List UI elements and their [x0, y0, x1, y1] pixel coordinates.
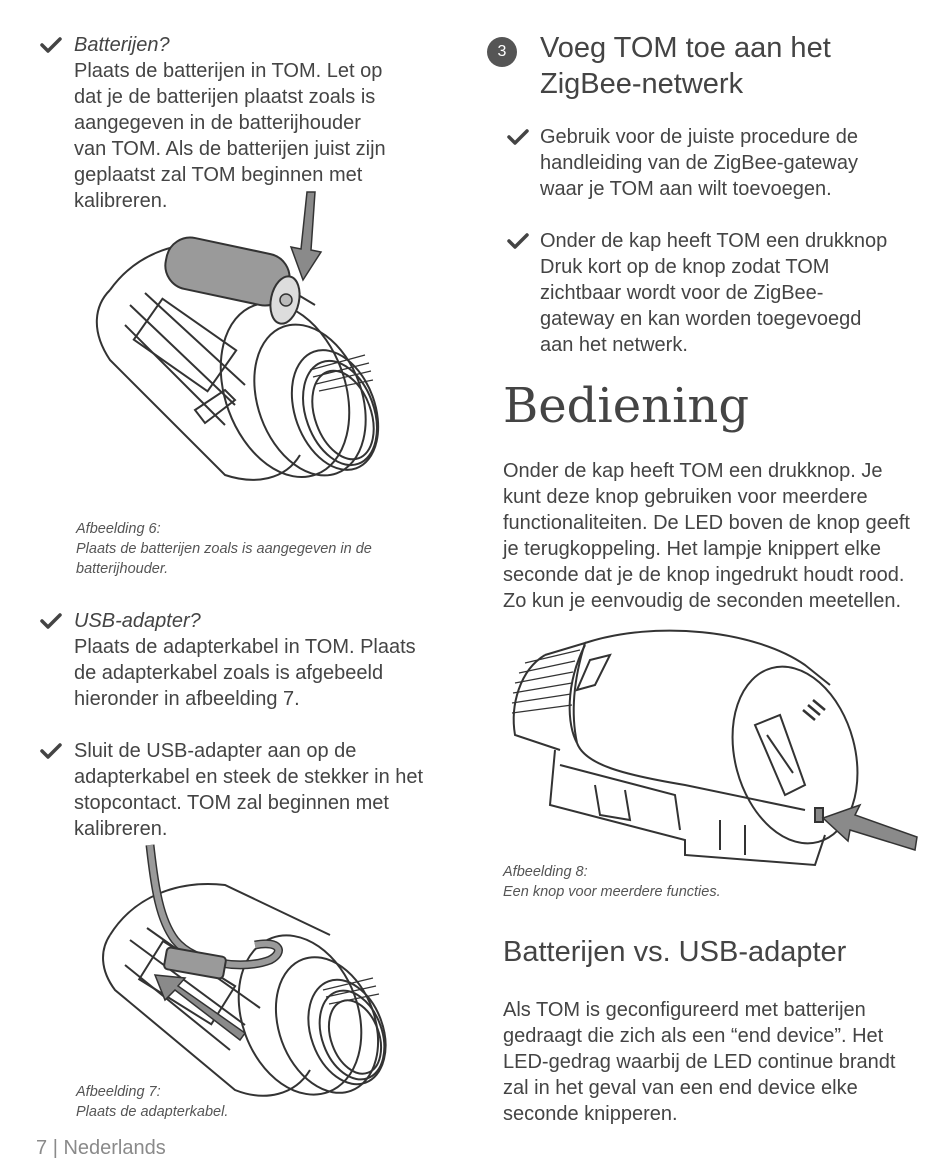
text-line: aangegeven in de batterijhouder	[74, 112, 361, 134]
checkmark-icon	[40, 36, 62, 54]
operation-text	[503, 458, 933, 614]
checkmark-icon	[507, 232, 529, 250]
text-line: gedraagt die zich als een “end device”. Het	[503, 1025, 884, 1047]
text-line: Druk kort op de knop zodat TOM	[540, 256, 830, 278]
text-line: geplaatst zal TOM beginnen met	[74, 164, 363, 186]
batteries-title: Batterijen?	[74, 34, 170, 56]
text-line: Plaats de adapterkabel in TOM. Plaats	[74, 636, 416, 658]
caption-line: Plaats de batterijen zoals is aangegeven in de	[76, 541, 372, 557]
caption-line: batterijhouder.	[76, 561, 169, 577]
text-line: stopcontact. TOM zal beginnen met	[74, 792, 389, 814]
figure7-thermostat-cable-illustration	[95, 840, 390, 1105]
checkmark-icon	[40, 742, 62, 760]
page-footer	[36, 1137, 166, 1160]
section-heading-versus: Batterijen vs. USB-adapter	[503, 936, 847, 968]
text-line: kalibreren.	[74, 190, 168, 212]
text-line: Plaats de batterijen in TOM. Let op	[74, 60, 383, 82]
figure7-caption	[76, 1082, 228, 1122]
step-number-badge: 3	[487, 37, 517, 67]
text-line: gateway en kan worden toegevoegd	[540, 308, 862, 330]
footer-separator: |	[52, 1137, 58, 1159]
text-line: Onder de kap heeft TOM een drukknop	[540, 230, 888, 252]
heading-line: ZigBee-netwerk	[540, 68, 744, 100]
caption-label: Afbeelding 8:	[503, 864, 588, 880]
text-line: adapterkabel en steek de stekker in het	[74, 766, 424, 788]
text-line: Zo kun je eenvoudig de seconden meetellen.	[503, 590, 902, 612]
text-line: Als TOM is geconfigureerd met batterijen	[503, 999, 866, 1021]
text-line: Sluit de USB-adapter aan op de	[74, 740, 357, 762]
text-line: zichtbaar wordt voor de ZigBee-	[540, 282, 824, 304]
page-number: 7	[36, 1137, 48, 1159]
text-line: van TOM. Als de batterijen juist zijn	[74, 138, 386, 160]
text-line: seconde dat je de knop ingedrukt houdt rood.	[503, 564, 905, 586]
gateway-text	[540, 124, 940, 202]
checkmark-icon	[507, 128, 529, 146]
button-text	[540, 228, 940, 358]
heading-line: Voeg TOM toe aan het	[540, 32, 831, 64]
usb-text	[74, 634, 454, 712]
figure8-thermostat-button-illustration	[505, 625, 920, 870]
text-line: dat je de batterijen plaatst zoals is	[74, 86, 376, 108]
text-line: waar je TOM aan wilt toevoegen.	[540, 178, 832, 200]
section-heading-bediening: Bediening	[503, 378, 750, 434]
caption-line: Een knop voor meerdere functies.	[503, 884, 721, 900]
text-line: hieronder in afbeelding 7.	[74, 688, 300, 710]
step-heading	[540, 30, 831, 102]
caption-label: Afbeelding 7:	[76, 1084, 161, 1100]
text-line: kalibreren.	[74, 818, 168, 840]
connect-text	[74, 738, 464, 842]
text-line: de adapterkabel zoals is afgebeeld	[74, 662, 384, 684]
usb-title: USB-adapter?	[74, 610, 201, 632]
text-line: seconde knipperen.	[503, 1103, 678, 1125]
footer-language: Nederlands	[63, 1137, 166, 1159]
versus-text	[503, 997, 933, 1127]
text-line: functionaliteiten. De LED boven de knop geeft	[503, 512, 910, 534]
caption-line: Plaats de adapterkabel.	[76, 1104, 229, 1120]
caption-label: Afbeelding 6:	[76, 521, 161, 537]
text-line: handleiding van de ZigBee-gateway	[540, 152, 858, 174]
arrow-icon	[823, 805, 917, 850]
checkmark-icon	[40, 612, 62, 630]
arrow-icon	[291, 192, 321, 280]
text-line: LED-gedrag waarbij de LED continue brandt	[503, 1051, 896, 1073]
figure8-caption	[503, 862, 721, 902]
text-line: je terugkoppeling. Het lampje knippert elke	[503, 538, 881, 560]
text-line: zal in het geval van een end device elke	[503, 1077, 858, 1099]
text-line: aan het netwerk.	[540, 334, 688, 356]
text-line: Onder de kap heeft TOM een drukknop. Je	[503, 460, 883, 482]
figure6-caption	[76, 519, 372, 579]
text-line: kunt deze knop gebruiken voor meerdere	[503, 486, 868, 508]
text-line: Gebruik voor de juiste procedure de	[540, 126, 858, 148]
figure6-thermostat-battery-illustration	[85, 185, 385, 490]
